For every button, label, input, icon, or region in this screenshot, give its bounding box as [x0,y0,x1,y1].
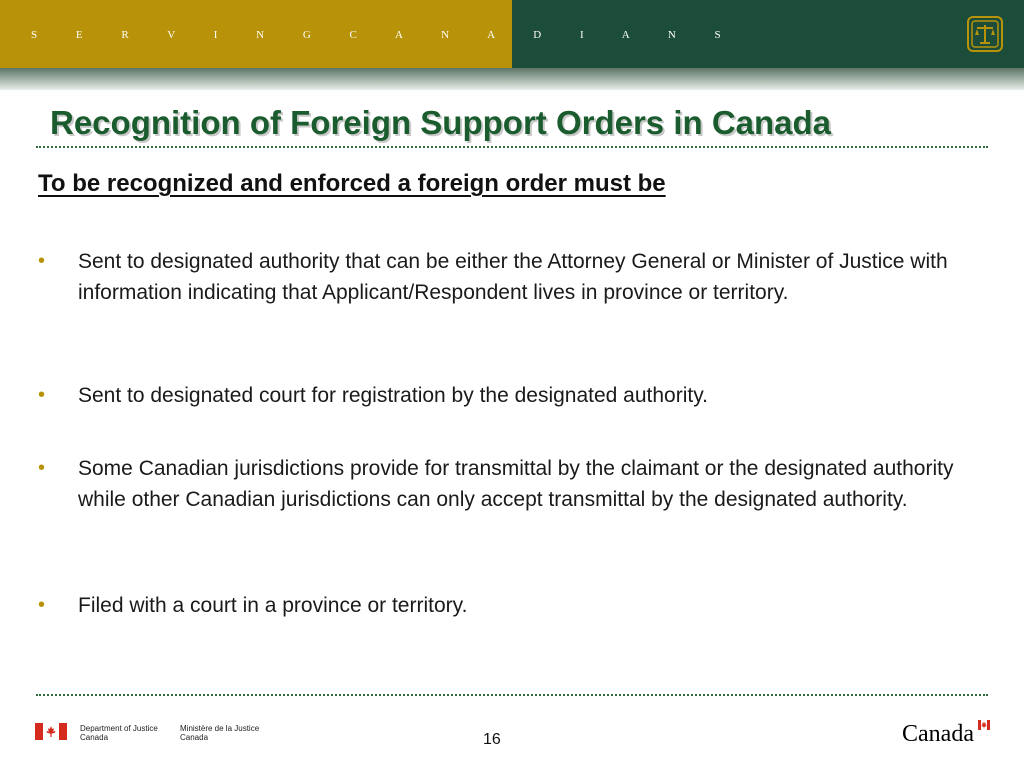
dept-fr-line2: Canada [180,733,209,742]
bullet-dot-icon: • [38,594,46,616]
page-number: 16 [483,731,501,748]
canada-flag-icon [35,723,67,740]
footer-department-french [180,724,259,742]
header-gradient-strip [0,68,1024,90]
footer-divider [36,694,988,696]
slide-subheading: To be recognized and enforced a foreign order must be [38,170,666,197]
dept-en-line1: Department of Justice [80,724,158,733]
footer-department-english [80,724,158,742]
bullet-item [38,453,988,515]
bullet-dot-icon: • [38,250,46,272]
dept-en-line2: Canada [80,733,109,742]
bullet-text: Some Canadian jurisdictions provide for transmittal by the claimant or the designated authority while other Canadian jurisdictions can only accept transmittal by the designated authority. [78,457,954,511]
bullet-item [38,246,988,308]
canada-wordmark-text: Canada [902,721,974,747]
wordmark-flag-icon [978,720,990,730]
bullet-item [38,590,988,621]
bullet-text: Sent to designated court for registration by the designated authority. [78,384,708,407]
justice-scales-icon [967,16,1003,52]
bullet-dot-icon: • [38,384,46,406]
canada-wordmark [902,718,992,746]
bullet-text: Sent to designated authority that can be either the Attorney General or Minister of Justice with information indicating that Applicant/Respondent lives in province or territory. [78,250,948,304]
header-tagline: S E R V I N G C A N A D I A N S [31,29,739,41]
bullet-dot-icon: • [38,457,46,479]
bullet-item [38,380,988,411]
bullet-text: Filed with a court in a province or territory. [78,594,468,617]
title-divider [36,146,988,148]
dept-fr-line1: Ministère de la Justice [180,724,260,733]
slide-title: Recognition of Foreign Support Orders in Canada [50,104,832,141]
